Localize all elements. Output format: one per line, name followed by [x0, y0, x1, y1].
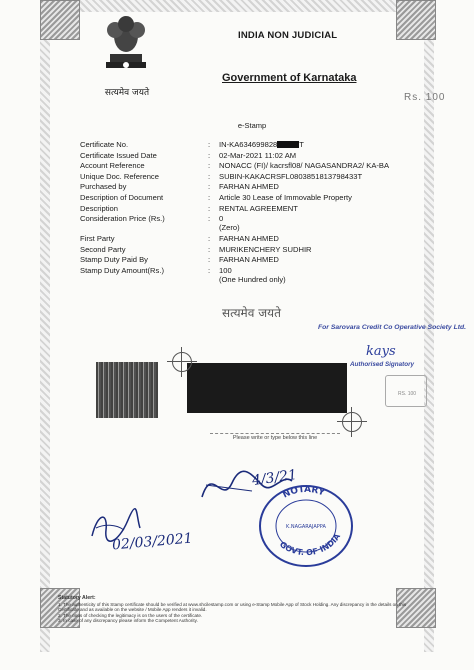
svg-text:K.NAGARAJAPPA: K.NAGARAJAPPA	[286, 524, 326, 530]
field-row	[80, 140, 410, 151]
field-row	[80, 151, 410, 162]
field-value	[219, 255, 279, 264]
field-value	[219, 214, 223, 223]
field-label: Unique Doc. Reference	[80, 171, 159, 181]
field-label: Consideration Price (Rs.)	[80, 214, 165, 224]
field-value	[219, 193, 352, 202]
field-label: Description	[80, 203, 118, 213]
field-colon: :	[208, 255, 211, 265]
handwritten-date-left: 02/03/2021	[111, 530, 194, 554]
field-value-text: 02-Mar-2021 11:02 AM	[219, 150, 297, 160]
corner-ornament	[396, 0, 436, 40]
field-row	[80, 245, 410, 256]
field-value	[219, 245, 312, 254]
redaction-mark	[277, 141, 299, 148]
field-colon: :	[208, 265, 211, 275]
redacted-barcode	[187, 363, 347, 413]
field-label: Certificate Issued Date	[80, 150, 157, 160]
field-row	[80, 182, 410, 193]
stamp-details	[80, 140, 410, 286]
denomination: Rs. 100	[404, 92, 446, 103]
field-value-text: SUBIN-KAKACRSFL0803851813798433T	[219, 171, 363, 181]
field-row	[80, 193, 410, 204]
signatory-initials: kays	[366, 344, 396, 359]
corner-ornament	[40, 0, 80, 40]
field-label: Description of Document	[80, 192, 164, 202]
document-title: INDIA NON JUDICIAL	[238, 30, 338, 41]
field-colon: :	[208, 244, 211, 254]
field-value-text: 0	[219, 214, 224, 224]
field-value	[219, 204, 298, 213]
statutory-line: 2. The onus of checking the legitimacy is on the users of the certificate.	[58, 612, 203, 618]
field-value-text: NONACC (FI)/ kacrsfl08/ NAGASANDRA2/ KA-BA	[219, 161, 390, 171]
field-row	[80, 214, 410, 234]
field-colon: :	[208, 140, 211, 149]
field-value-text: FARHAN AHMED	[219, 255, 279, 265]
field-colon: :	[208, 203, 211, 213]
field-value-text: FARHAN AHMED	[219, 182, 279, 192]
field-value-text: RENTAL AGREEMENT	[219, 203, 298, 213]
field-colon: :	[208, 192, 211, 202]
statutory-alert	[58, 596, 418, 624]
field-value	[219, 140, 304, 149]
field-colon: :	[208, 161, 211, 171]
field-label: Stamp Duty Paid By	[80, 255, 148, 265]
office-stamp: RS. 100	[385, 375, 427, 407]
field-label: Purchased by	[80, 182, 127, 192]
field-row	[80, 266, 410, 286]
field-value-text: MURIKENCHERY SUDHIR	[219, 244, 312, 254]
field-value	[219, 234, 279, 243]
handwritten-date-right: 4/3/21	[251, 466, 298, 490]
field-colon: :	[208, 182, 211, 192]
security-border-left	[40, 12, 50, 652]
field-colon: :	[208, 150, 211, 160]
field-value	[219, 266, 232, 275]
notary-seal-icon	[256, 482, 356, 570]
registration-mark-icon	[172, 352, 192, 372]
field-value-text: Article 30 Lease of Immovable Property	[219, 192, 352, 202]
statutory-line: 1. The authenticity of this Stamp certificate should be verified at www.shcilestamp.com or using e-Stamp Mobile App of Stock Holding. Any discrepancy in the details on this Certificate and as available on the website / Mobile App renders it invalid.	[58, 601, 407, 613]
watermark-motto: सत्यमेव जयते	[222, 306, 281, 320]
field-value-text: IN-KA634699828	[219, 140, 278, 149]
government-name: Government of Karnataka	[222, 72, 357, 84]
field-label: Account Reference	[80, 161, 145, 171]
field-value-suffix: T	[299, 140, 304, 149]
estamp-label: e-Stamp	[237, 121, 267, 130]
field-row	[80, 255, 410, 266]
statutory-title: Statutory Alert:	[58, 595, 96, 601]
field-colon: :	[208, 234, 211, 244]
field-row	[80, 161, 410, 172]
field-value-words: (One Hundred only)	[219, 274, 286, 284]
field-row	[80, 172, 410, 183]
authorised-signatory: Authorised Signatory	[350, 361, 415, 368]
field-label: Certificate No.	[80, 140, 129, 149]
svg-text:GOVT. OF INDIA: GOVT. OF INDIA	[277, 531, 343, 558]
qr-code	[96, 362, 158, 418]
field-colon: :	[208, 214, 211, 224]
field-value	[219, 161, 389, 170]
emblem-motto: सत्यमेव जयते	[104, 88, 150, 98]
field-label: Stamp Duty Amount(Rs.)	[80, 265, 164, 275]
security-border-right	[424, 12, 434, 652]
field-label: Second Party	[80, 244, 126, 254]
field-value	[219, 182, 279, 191]
field-value	[219, 151, 296, 160]
field-value-words: (Zero)	[219, 223, 240, 233]
statutory-line: 3. In case of any discrepancy please inform the Competent Authority.	[58, 618, 198, 624]
ashoka-emblem-icon	[98, 8, 154, 84]
society-name: For Sarovara Credit Co Operative Society Ltd.	[318, 324, 467, 331]
write-below-line: Please write or type below this line	[210, 433, 340, 441]
svg-text:NOTARY: NOTARY	[281, 484, 326, 501]
field-row	[80, 234, 410, 245]
field-value-text: FARHAN AHMED	[219, 234, 279, 244]
field-value	[219, 172, 362, 181]
field-label: First Party	[80, 234, 115, 244]
field-row	[80, 204, 410, 215]
registration-mark-icon	[342, 412, 362, 432]
field-value-text: 100	[219, 265, 232, 275]
field-colon: :	[208, 171, 211, 181]
